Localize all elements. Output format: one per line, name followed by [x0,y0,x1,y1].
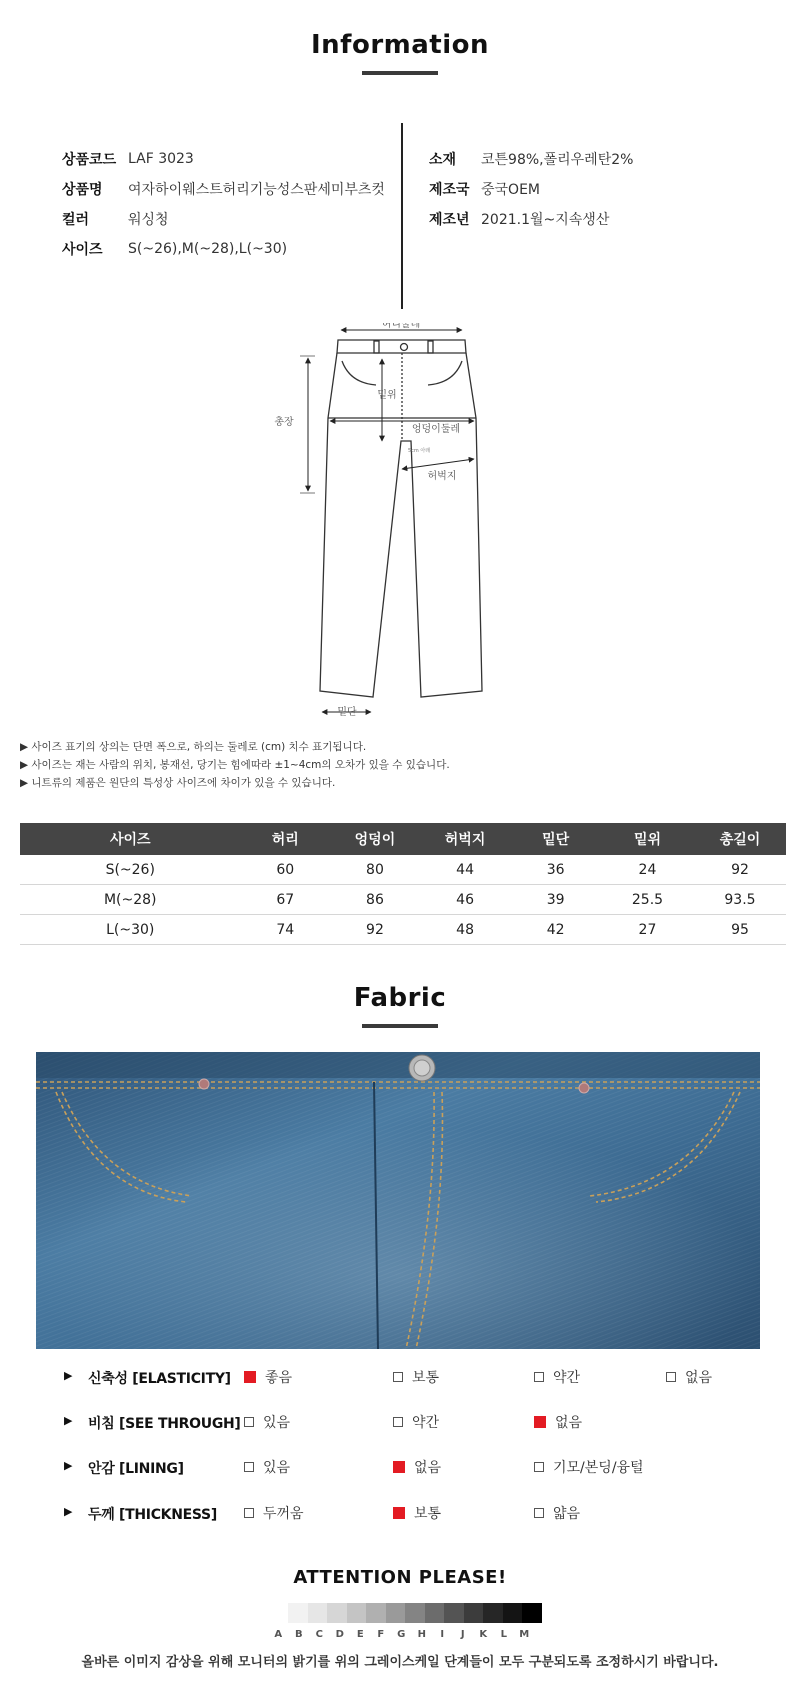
bullet-arrow-icon: ▶ [64,1459,73,1472]
unchecked-box-icon [393,1417,403,1427]
info-key: 소재 [429,152,457,168]
table-cell: S(~26) [20,855,240,885]
option-slight [534,1367,580,1387]
property-name: 비침 [SEE THROUGH] [88,1416,241,1432]
unchecked-box-icon [534,1508,544,1518]
option-label: 있음 [263,1460,291,1476]
information-title-underline [362,71,438,75]
info-row-year [429,204,633,234]
grayscale-letter: L [500,1629,507,1640]
option-none [534,1412,582,1432]
info-key: 제조년 [429,212,470,228]
option-label: 없음 [414,1460,442,1476]
grayscale-swatch [347,1603,367,1623]
grayscale-swatch [386,1603,406,1623]
hem-label: 밑단 [337,707,357,718]
table-cell: 67 [240,885,330,915]
grayscale-swatch [483,1603,503,1623]
table-cell: 92 [330,915,420,945]
table-cell: M(~28) [20,885,240,915]
table-cell: 92 [694,855,786,885]
attention-note: 올바른 이미지 감상을 위해 모니터의 밝기를 위의 그레이스케일 단계들이 모두 구분되도록 조정하시기 바랍니다. [81,1655,719,1670]
option-yes [244,1457,290,1477]
property-lining [0,1456,800,1478]
thigh-note-label: 5cm 아래 [408,448,431,454]
info-left-column [62,144,385,264]
header-cell: 밑위 [601,823,694,855]
option-none [393,1457,441,1477]
thigh-label: 허벅지 [427,471,457,482]
table-cell: 80 [330,855,420,885]
header-cell: 허벅지 [420,823,511,855]
option-label: 얇음 [553,1506,581,1522]
table-cell: 60 [240,855,330,885]
info-key: 컬러 [62,212,90,228]
size-table [20,823,786,945]
denim-fabric-svg [36,1052,760,1349]
property-name: 신축성 [ELASTICITY] [88,1371,231,1387]
option-slight [393,1412,439,1432]
checked-box-icon [244,1371,256,1383]
option-label: 있음 [263,1415,291,1431]
info-row-country [429,174,633,204]
option-normal [393,1367,439,1387]
checked-box-icon [393,1507,405,1519]
grayscale-letter: G [397,1629,406,1640]
length-label: 총장 [274,417,294,428]
info-value: LAF 3023 [128,151,194,167]
info-right-column [429,144,633,234]
option-good [244,1367,292,1387]
grayscale-letter: D [335,1629,344,1640]
option-thin [534,1503,580,1523]
option-yes [244,1412,290,1432]
waist-label: 허리둘레 [381,323,421,330]
size-note: ▶ 니트류의 제품은 원단의 특성상 사이즈에 차이가 있을 수 있습니다. [20,777,336,789]
table-cell: 24 [601,855,694,885]
table-cell: 36 [510,855,601,885]
unchecked-box-icon [393,1372,403,1382]
option-normal [393,1503,441,1523]
property-name: 안감 [LINING] [88,1461,184,1477]
option-label: 약간 [553,1370,581,1386]
info-value: 중국OEM [481,182,540,198]
info-row-material [429,144,633,174]
grayscale-letter: F [377,1629,385,1640]
table-cell: 48 [420,915,511,945]
grayscale-letter: K [479,1629,488,1640]
grayscale-swatch [308,1603,328,1623]
header-cell: 사이즈 [20,823,240,855]
info-value: 2021.1월~지속생산 [481,212,610,228]
grayscale-swatch [444,1603,464,1623]
table-cell: 46 [420,885,511,915]
table-row [20,915,786,945]
grayscale-letter: H [417,1629,426,1640]
grayscale-strip [288,1603,542,1623]
grayscale-letter: C [315,1629,323,1640]
option-label: 좋음 [265,1370,293,1386]
table-row [20,855,786,885]
header-cell: 밑단 [510,823,601,855]
table-cell: 44 [420,855,511,885]
info-value: 워싱청 [128,212,169,228]
table-cell: 86 [330,885,420,915]
header-cell: 허리 [240,823,330,855]
info-key: 상품명 [62,182,103,198]
table-cell: 42 [510,915,601,945]
info-value: S(~26),M(~28),L(~30) [128,241,288,257]
unchecked-box-icon [534,1462,544,1472]
grayscale-swatch [288,1603,308,1623]
fabric-title-underline [362,1024,438,1028]
bullet-arrow-icon: ▶ [64,1414,73,1427]
option-label: 보통 [412,1370,440,1386]
checked-box-icon [393,1461,405,1473]
option-none [666,1367,712,1387]
hip-label: 엉덩이둘레 [411,424,461,435]
table-cell: 74 [240,915,330,945]
information-title: Information [310,30,490,60]
thigh-dimension-line [402,459,474,469]
table-row [20,885,786,915]
info-key: 사이즈 [62,242,103,258]
bullet-arrow-icon: ▶ [64,1369,73,1382]
attention-title: ATTENTION PLEASE! [293,1567,507,1588]
option-label: 없음 [555,1415,583,1431]
fabric-title: Fabric [353,983,447,1013]
header-cell: 총길이 [694,823,786,855]
info-row-name [62,174,385,204]
grayscale-swatch [522,1603,542,1623]
info-row-color [62,204,385,234]
unchecked-box-icon [244,1462,254,1472]
info-key: 제조국 [429,182,470,198]
grayscale-letter: I [440,1629,445,1640]
size-table-header [20,823,786,855]
property-see-through [0,1411,800,1433]
header-cell: 엉덩이 [330,823,420,855]
grayscale-swatch [366,1603,386,1623]
grayscale-letter: J [460,1629,465,1640]
size-note: ▶ 사이즈는 재는 사람의 위치, 봉재선, 당기는 힘에따라 ±1~4cm의 오차가 있을 수 있습니다. [20,759,450,771]
grayscale-letter: M [519,1629,530,1640]
pants-measurement-diagram [270,323,500,723]
option-label: 없음 [685,1370,713,1386]
size-notes [20,738,450,792]
option-label: 기모/본딩/융털 [553,1460,644,1476]
info-divider [401,123,403,309]
grayscale-swatch [503,1603,523,1623]
unchecked-box-icon [244,1417,254,1427]
grayscale-letter: B [294,1629,303,1640]
denim-fabric-image [36,1052,760,1349]
option-label: 보통 [414,1506,442,1522]
grayscale-letter: E [356,1629,364,1640]
table-cell: 93.5 [694,885,786,915]
table-cell: L(~30) [20,915,240,945]
grayscale-swatch [464,1603,484,1623]
pants-diagram-svg [270,323,500,723]
pants-outline [320,340,482,697]
unchecked-box-icon [244,1508,254,1518]
checked-box-icon [534,1416,546,1428]
info-row-size [62,234,385,264]
unchecked-box-icon [666,1372,676,1382]
option-label: 약간 [412,1415,440,1431]
property-name: 두께 [THICKNESS] [88,1507,217,1523]
table-cell: 39 [510,885,601,915]
info-key: 상품코드 [62,152,117,168]
table-cell: 25.5 [601,885,694,915]
option-label: 두꺼움 [263,1506,304,1522]
option-thick [244,1503,304,1523]
info-value: 코튼98%,폴리우레탄2% [481,152,634,168]
option-brushed [534,1457,644,1477]
info-row-code [62,144,385,174]
unchecked-box-icon [534,1372,544,1382]
property-thickness [0,1502,800,1524]
table-cell: 27 [601,915,694,945]
rise-label: 밑위 [377,390,397,401]
property-elasticity [0,1366,800,1388]
grayscale-letter: A [274,1629,283,1640]
grayscale-swatch [405,1603,425,1623]
info-value: 여자하이웨스트허리기능성스판세미부츠컷 [128,182,385,198]
grayscale-swatch [327,1603,347,1623]
bullet-arrow-icon: ▶ [64,1505,73,1518]
size-note: ▶ 사이즈 표기의 상의는 단면 폭으로, 하의는 둘레로 (cm) 치수 표기됩니다. [20,741,367,753]
grayscale-letters [268,1629,535,1640]
table-cell: 95 [694,915,786,945]
grayscale-swatch [425,1603,445,1623]
